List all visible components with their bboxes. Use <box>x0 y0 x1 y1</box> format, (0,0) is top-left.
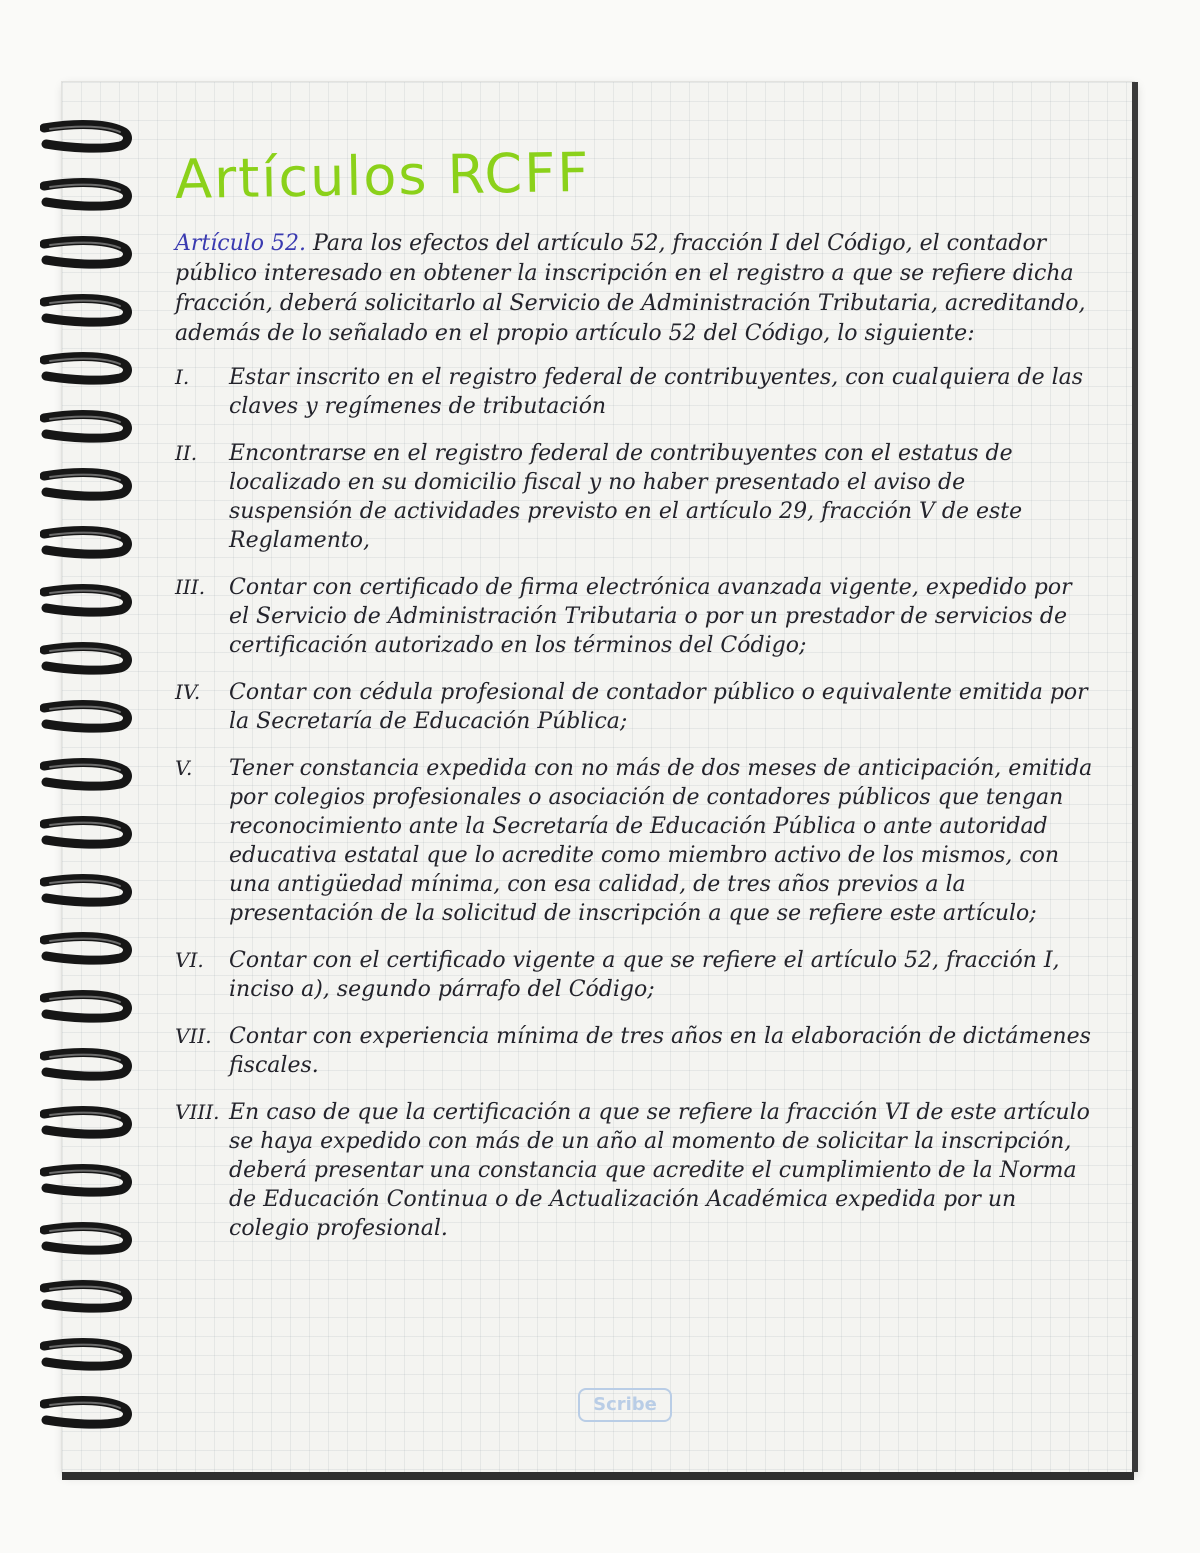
item-number: II. <box>175 441 198 465</box>
list-item <box>175 1098 1095 1243</box>
list-item <box>175 439 1095 555</box>
article-intro <box>175 229 1095 349</box>
spiral-ring <box>40 814 132 854</box>
spiral-ring <box>40 1394 132 1434</box>
spiral-ring <box>40 466 132 506</box>
spiral-ring <box>40 582 132 622</box>
item-number: VII. <box>175 1024 212 1048</box>
list-item <box>175 1022 1095 1080</box>
spiral-ring <box>40 1220 132 1260</box>
spiral-ring <box>40 234 132 274</box>
spiral-ring <box>40 1336 132 1376</box>
item-text: Contar con el certificado vigente a que se refiere el artículo 52, fracción I, inciso a), segundo párrafo del Código; <box>229 948 1060 1002</box>
spiral-ring <box>40 176 132 216</box>
brand-logo: Scribe <box>578 1388 672 1422</box>
spiral-ring <box>40 698 132 738</box>
list-item <box>175 946 1095 1004</box>
item-text: Estar inscrito en el registro federal de contribuyentes, con cualquiera de las claves y regímenes de tributación <box>229 365 1084 419</box>
item-text: Contar con cédula profesional de contador público o equivalente emitida por la Secretaría de Educación Pública; <box>229 680 1088 734</box>
spiral-ring <box>40 118 132 158</box>
spiral-ring <box>40 872 132 912</box>
item-number: I. <box>175 365 190 389</box>
item-number: III. <box>175 575 206 599</box>
spiral-ring <box>40 756 132 796</box>
spiral-ring <box>40 988 132 1028</box>
item-number: V. <box>175 756 193 780</box>
page-edge <box>1132 82 1138 1472</box>
spiral-ring <box>40 640 132 680</box>
spiral-ring <box>40 930 132 970</box>
spiral-ring <box>40 408 132 448</box>
requirements-list <box>175 363 1095 1243</box>
list-item <box>175 363 1095 421</box>
page-bottom-edge <box>62 1472 1134 1480</box>
spiral-ring <box>40 292 132 332</box>
list-item <box>175 573 1095 660</box>
item-number: VI. <box>175 948 204 972</box>
item-text: Encontrarse en el registro federal de contribuyentes con el estatus de localizado en su domicilio fiscal y no haber presentado el aviso de suspensión de actividades previsto en el artículo 29, fracción V de este Reglamento, <box>229 441 1023 553</box>
page-title: Artículos RCFF <box>174 140 591 212</box>
item-text: Contar con experiencia mínima de tres años en la elaboración de dictámenes fiscales. <box>229 1024 1091 1078</box>
spiral-ring <box>40 350 132 390</box>
spiral-binding <box>40 118 140 1448</box>
spiral-ring <box>40 1104 132 1144</box>
item-text: Tener constancia expedida con no más de dos meses de anticipación, emitida por colegios profesionales o asociación de contadores públicos que tengan reconocimiento ante la Secretaría de Educación Pública o ante autoridad educativa estatal que lo acredite como miembro activo de los mismos, con una antigüedad mínima, con esa calidad, de tres años previos a la presentación de la solicitud de inscripción a que se refiere este artículo; <box>229 756 1093 926</box>
list-item <box>175 754 1095 928</box>
spiral-ring <box>40 1278 132 1318</box>
spiral-ring <box>40 1162 132 1202</box>
item-text: Contar con certificado de firma electrónica avanzada vigente, expedido por el Servicio de Administración Tributaria o por un prestador de servicios de certificación autorizado en los términos del Código; <box>229 575 1072 658</box>
article-label: Artículo 52. <box>175 231 307 256</box>
page-content <box>175 140 1095 1261</box>
list-item <box>175 678 1095 736</box>
item-number: IV. <box>175 680 201 704</box>
item-number: VIII. <box>175 1100 220 1124</box>
spiral-ring <box>40 524 132 564</box>
spiral-ring <box>40 1046 132 1086</box>
item-text: En caso de que la certificación a que se refiere la fracción VI de este artículo se haya expedido con más de un año al momento de solicitar la inscripción, deberá presentar una constancia que acredite el cumplimiento de la Norma de Educación Continua o de Actualización Académica expedida por un colegio profesional. <box>229 1100 1090 1241</box>
article-intro-text: Para los efectos del artículo 52, fracción I del Código, el contador público interesado en obtener la inscripción en el registro a que se refiere dicha fracción, deberá solicitarlo al Servicio de Administración Tributaria, acreditando, además de lo señalado en el propio artículo 52 del Código, lo siguiente: <box>175 231 1086 346</box>
